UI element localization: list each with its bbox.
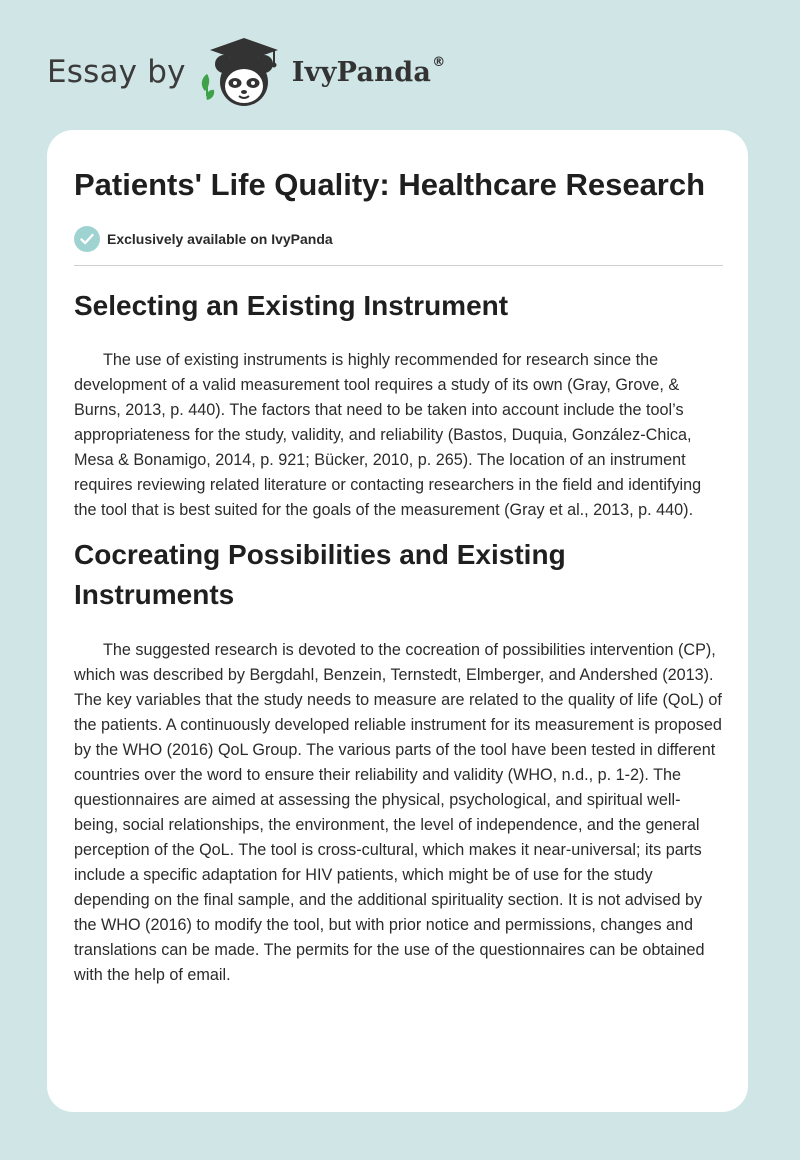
essay-card bbox=[47, 130, 748, 1112]
essay-content bbox=[74, 164, 723, 988]
section-heading: Cocreating Possibilities and Existing Instruments bbox=[74, 539, 566, 610]
divider bbox=[74, 265, 723, 266]
section-selecting-instrument bbox=[74, 286, 723, 523]
section-cocreating-possibilities bbox=[74, 535, 723, 988]
registered-mark: ® bbox=[432, 54, 446, 70]
brand-name[interactable] bbox=[291, 54, 446, 88]
page-title: Patients' Life Quality: Healthcare Research bbox=[74, 167, 706, 202]
check-circle-icon bbox=[74, 226, 100, 252]
site-header bbox=[47, 34, 446, 110]
section-paragraph: The use of existing instruments is highly recommended for research since the development of a valid measurement tool requires a study of its own (Gray, Grove, & Burns, 2013, p. 440). The factors that need to be taken into account include the tool’s appropriateness for the study, validity, and reliability (Bastos, Duquia, González-Chica, Mesa & Bonamigo, 2014, p. 921; Bücker, 2010, p. 265). The location of an instrument requires reviewing related literature or contacting researchers in the field and identifying the tool that is best suited for the goals of the measurement (Gray et al., 2013, p. 440). bbox=[74, 351, 702, 519]
badge-text: Exclusively available on IvyPanda bbox=[107, 231, 333, 247]
brand-name-text: IvyPanda bbox=[291, 56, 432, 88]
brand-prefix: Essay by bbox=[47, 54, 186, 90]
exclusive-badge bbox=[74, 225, 723, 253]
section-paragraph: The suggested research is devoted to the cocreation of possibilities intervention (CP), which was described by Bergdahl, Benzein, Ternstedt, Elmberger, and Andershed (2013). The key variables that the study needs to measure are related to the quality of life (QoL) of the patients. A continuously developed reliable instrument for its measurement is proposed by the WHO (2016) QoL Group. The various parts of the tool have been tested in different countries over the word to ensure their reliability and validity (WHO, n.d., p. 1-2). The questionnaires are aimed at assessing the physical, psychological, and spiritual well-being, social relationships, the environment, the level of independence, and the general perception of the QoL. The tool is cross-cultural, which makes it near-universal; its parts include a specific adaptation for HIV patients, which might be of use for the study depending on the final sample, and the additional spirituality section. It is not advised by the WHO (2016) to modify the tool, but with prior notice and permissions, changes and translations can be made. The permits for the use of the questionnaires can be obtained with the help of email. bbox=[74, 641, 722, 984]
panda-graduate-logo-icon[interactable] bbox=[198, 34, 288, 110]
section-heading: Selecting an Existing Instrument bbox=[74, 290, 509, 321]
